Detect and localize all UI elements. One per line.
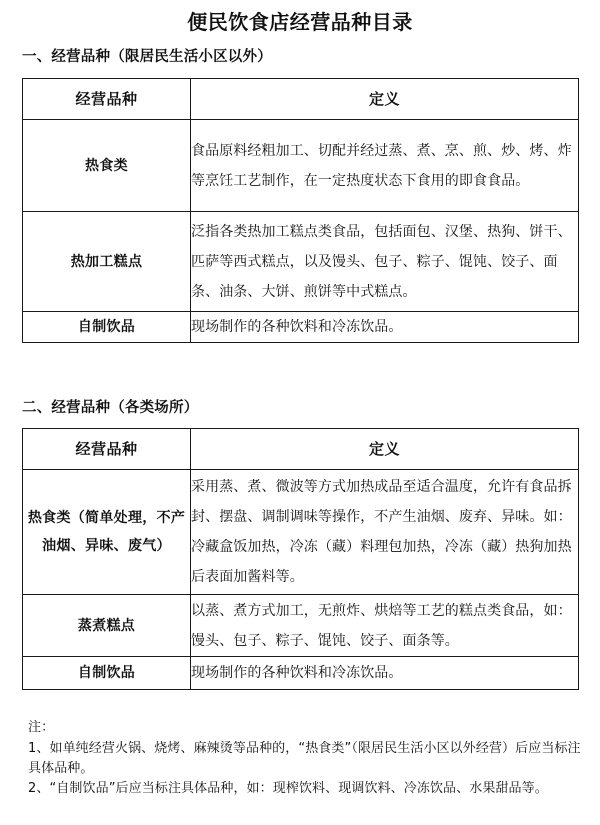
column-header-definition: 定义 <box>191 429 579 470</box>
table-header-row <box>23 79 579 120</box>
category-definition: 采用蒸、煮、微波等方式加热成品至适合温度，允许有食品拆封、摆盘、调制调味等操作，不产生油烟、废弃、异味。如：冷藏盒饭加热，冷冻（藏）料理包加热，冷冻（藏）热狗加热后表面加酱料等。 <box>191 470 579 595</box>
category-name: 热食类（简单处理，不产油烟、异味、废气） <box>23 470 191 595</box>
category-definition: 泛指各类热加工糕点类食品，包括面包、汉堡、热狗、饼干、匹萨等西式糕点，以及馒头、包子、粽子、馄饨、饺子、面条、油条、大饼、煎饼等中式糕点。 <box>191 212 579 312</box>
table-row <box>23 312 579 343</box>
category-name: 自制饮品 <box>23 312 191 343</box>
table-header-row <box>23 429 579 470</box>
table-row <box>23 657 579 690</box>
category-table-2 <box>22 428 579 690</box>
column-header-category: 经营品种 <box>23 429 191 470</box>
section-heading-2: 二、经营品种（各类场所） <box>22 400 199 416</box>
category-name: 蒸煮糕点 <box>23 595 191 657</box>
page-title: 便民饮食店经营品种目录 <box>187 10 413 34</box>
note-item-2: 2、“自制饮品”后应当标注具体品种，如：现榨饮料、现调饮料、冷冻饮品、水果甜品等。 <box>28 781 548 796</box>
table-row <box>23 212 579 312</box>
category-definition: 现场制作的各种饮料和冷冻饮品。 <box>191 312 579 343</box>
notes-label: 注： <box>28 720 55 735</box>
column-header-definition: 定义 <box>191 79 579 120</box>
table-row <box>23 595 579 657</box>
category-definition: 以蒸、煮方式加工，无煎炸、烘焙等工艺的糕点类食品，如：馒头、包子、粽子、馄饨、饺子、面条等。 <box>191 595 579 657</box>
category-definition: 食品原料经粗加工、切配并经过蒸、煮、烹、煎、炒、烤、炸等烹饪工艺制作，在一定热度状态下食用的即食食品。 <box>191 120 579 212</box>
notes-block <box>28 718 584 799</box>
table-row <box>23 470 579 595</box>
category-name: 热加工糕点 <box>23 212 191 312</box>
section-heading-1: 一、经营品种（限居民生活小区以外） <box>22 49 272 65</box>
category-name: 自制饮品 <box>23 657 191 690</box>
table-row <box>23 120 579 212</box>
note-item-1: 1、如单纯经营火锅、烧烤、麻辣烫等品种的，“热食类”（限居民生活小区以外经营）后应当标注具体品种。 <box>28 741 581 776</box>
category-table-1 <box>22 78 579 343</box>
category-name: 热食类 <box>23 120 191 212</box>
category-definition: 现场制作的各种饮料和冷冻饮品。 <box>191 657 579 690</box>
column-header-category: 经营品种 <box>23 79 191 120</box>
